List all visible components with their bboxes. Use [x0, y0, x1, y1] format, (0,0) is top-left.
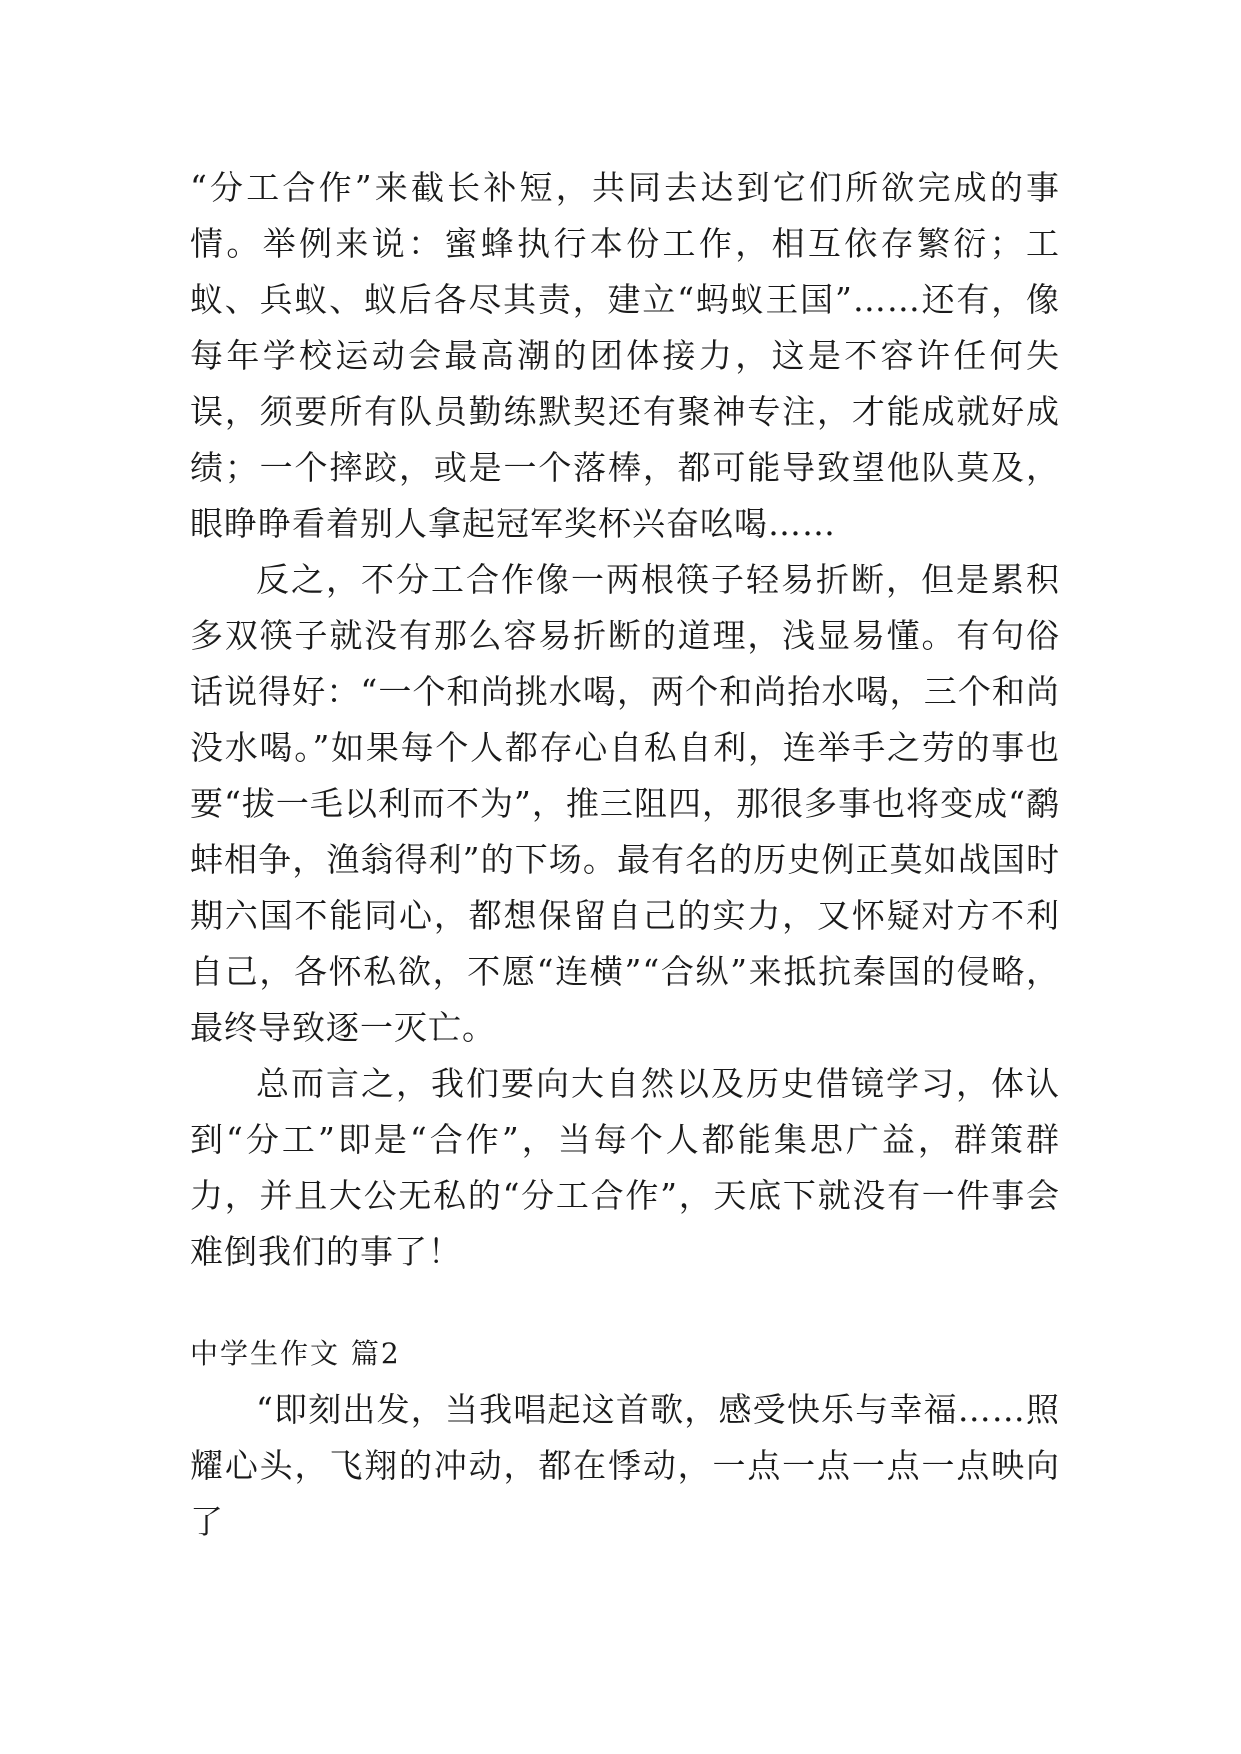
- paragraph: 反之，不分工合作像一两根筷子轻易折断，但是累积多双筷子就没有那么容易折断的道理，浅显易懂。有句俗话说得好：“一个和尚挑水喝，两个和尚抬水喝，三个和尚没水喝。”如果每个人都存心自私自利，连举手之劳的事也要“拔一毛以利而不为”，推三阻四，那很多事也将变成“鹬蚌相争，渔翁得利”的下场。最有名的历史例正莫如战国时期六国不能同心，都想保留自己的实力，又怀疑对方不利自己，各怀私欲，不愿“连横”“合纵”来抵抗秦国的侵略，最终导致逐一灭亡。: [190, 560, 1060, 1047]
- document-body: [190, 160, 1060, 1550]
- paragraph: “即刻出发，当我唱起这首歌，感受快乐与幸福……照耀心头，飞翔的冲动，都在悸动，一点一点一点一点映向了: [190, 1390, 1060, 1541]
- section-heading: 中学生作文 篇2: [190, 1337, 401, 1370]
- paragraph: 总而言之，我们要向大自然以及历史借镜学习，体认到“分工”即是“合作”，当每个人都能集思广益，群策群力，并且大公无私的“分工合作”，天底下就没有一件事会难倒我们的事了！: [190, 1064, 1060, 1271]
- paragraph: “分工合作”来截长补短，共同去达到它们所欲完成的事情。举例来说：蜜蜂执行本份工作，相互依存繁衍；工蚁、兵蚁、蚁后各尽其责，建立“蚂蚁王国”……还有，像每年学校运动会最高潮的团体接力，这是不容许任何失误，须要所有队员勤练默契还有聚神专注，才能成就好成绩；一个摔跤，或是一个落棒，都可能导致望他队莫及，眼睁睁看着别人拿起冠军奖杯兴奋吆喝……: [190, 168, 1060, 543]
